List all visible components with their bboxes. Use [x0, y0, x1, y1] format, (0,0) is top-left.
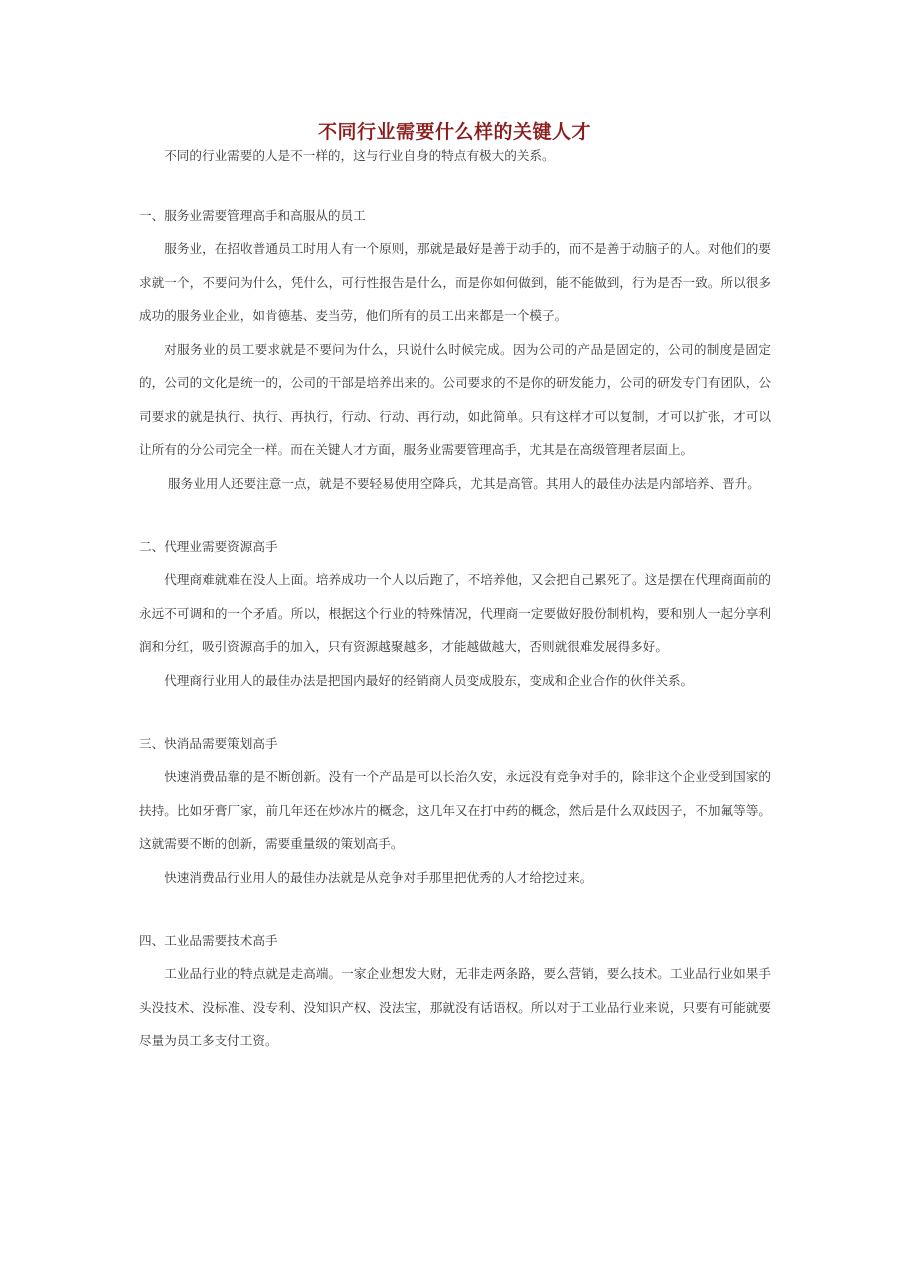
section-heading: 三、快消品需要策划高手: [139, 736, 278, 751]
section-service-industry: [139, 207, 771, 500]
section-paragraph: 服务业，在招收普通员工时用人有一个原则，那就是最好是善于动手的，而不是善于动脑子的人。对他们的要求就一个，不要问为什么，凭什么，可行性报告是什么，而是你如何做到，能不能做到，行为是否一致。所以很多成功的服务业企业，如肯德基、麦当劳，他们所有的员工出来都是一个模子。: [139, 241, 771, 323]
section-paragraph: 代理商行业用人的最佳办法是把国内最好的经销商人员变成股东，变成和企业合作的伙伴关系。: [164, 672, 694, 688]
section-paragraph: 快速消费品靠的是不断创新。没有一个产品是可以长治久安，永远没有竞争对手的，除非这个企业受到国家的扶持。比如牙膏厂家，前几年还在炒冰片的概念，这几年又在打中药的概念，然后是什么双歧因子，不加氟等等。这就需要不断的创新，需要重量级的策划高手。: [139, 769, 771, 851]
section-paragraph: 快速消费品行业用人的最佳办法就是从竞争对手那里把优秀的人才给挖过来。: [164, 869, 593, 885]
document-title: 不同行业需要什么样的关键人才: [317, 121, 591, 143]
section-heading: 二、代理业需要资源高手: [139, 539, 278, 554]
intro-paragraph: 不同的行业需要的人是不一样的，这与行业自身的特点有极大的关系。: [164, 148, 555, 163]
section-agency-industry: [139, 538, 771, 697]
section-paragraph: 代理商难就难在没人上面。培养成功一个人以后跑了，不培养他，又会把自己累死了。这是摆在代理商面前的永远不可调和的一个矛盾。所以，根据这个行业的特殊情况，代理商一定要做好股份制机构，要和别人一起分享利润和分红，吸引资源高手的加入，只有资源越聚越多，才能越做越大，否则就很难发展得多好。: [139, 572, 771, 654]
section-paragraph: 服务业用人还要注意一点，就是不要轻易使用空降兵，尤其是高管。其用人的最佳办法是内部培养、晋升。: [167, 475, 760, 491]
section-heading: 一、服务业需要管理高手和高服从的员工: [139, 208, 366, 223]
document-body: [139, 147, 771, 1058]
section-fmcg-industry: [139, 735, 771, 894]
section-paragraph: 工业品行业的特点就是走高端。一家企业想发大财，无非走两条路，要么营销，要么技术。工业品行业如果手头没技术、没标准、没专利、没知识产权、没法宝，那就没有话语权。所以对于工业品行业来说，只要有可能就要尽量为员工多支付工资。: [139, 966, 771, 1048]
section-industrial-goods: [139, 932, 771, 1058]
section-heading: 四、工业品需要技术高手: [139, 933, 278, 948]
section-paragraph: 对服务业的员工要求就是不要问为什么，只说什么时候完成。因为公司的产品是固定的，公司的制度是固定的，公司的文化是统一的，公司的干部是培养出来的。公司要求的不是你的研发能力，公司的研发专门有团队，公司要求的就是执行、执行、再执行，行动、行动、再行动，如此简单。只有这样才可以复制，才可以扩张，才可以让所有的分公司完全一样。而在关键人才方面，服务业需要管理高手，尤其是在高级管理者层面上。: [139, 341, 771, 457]
